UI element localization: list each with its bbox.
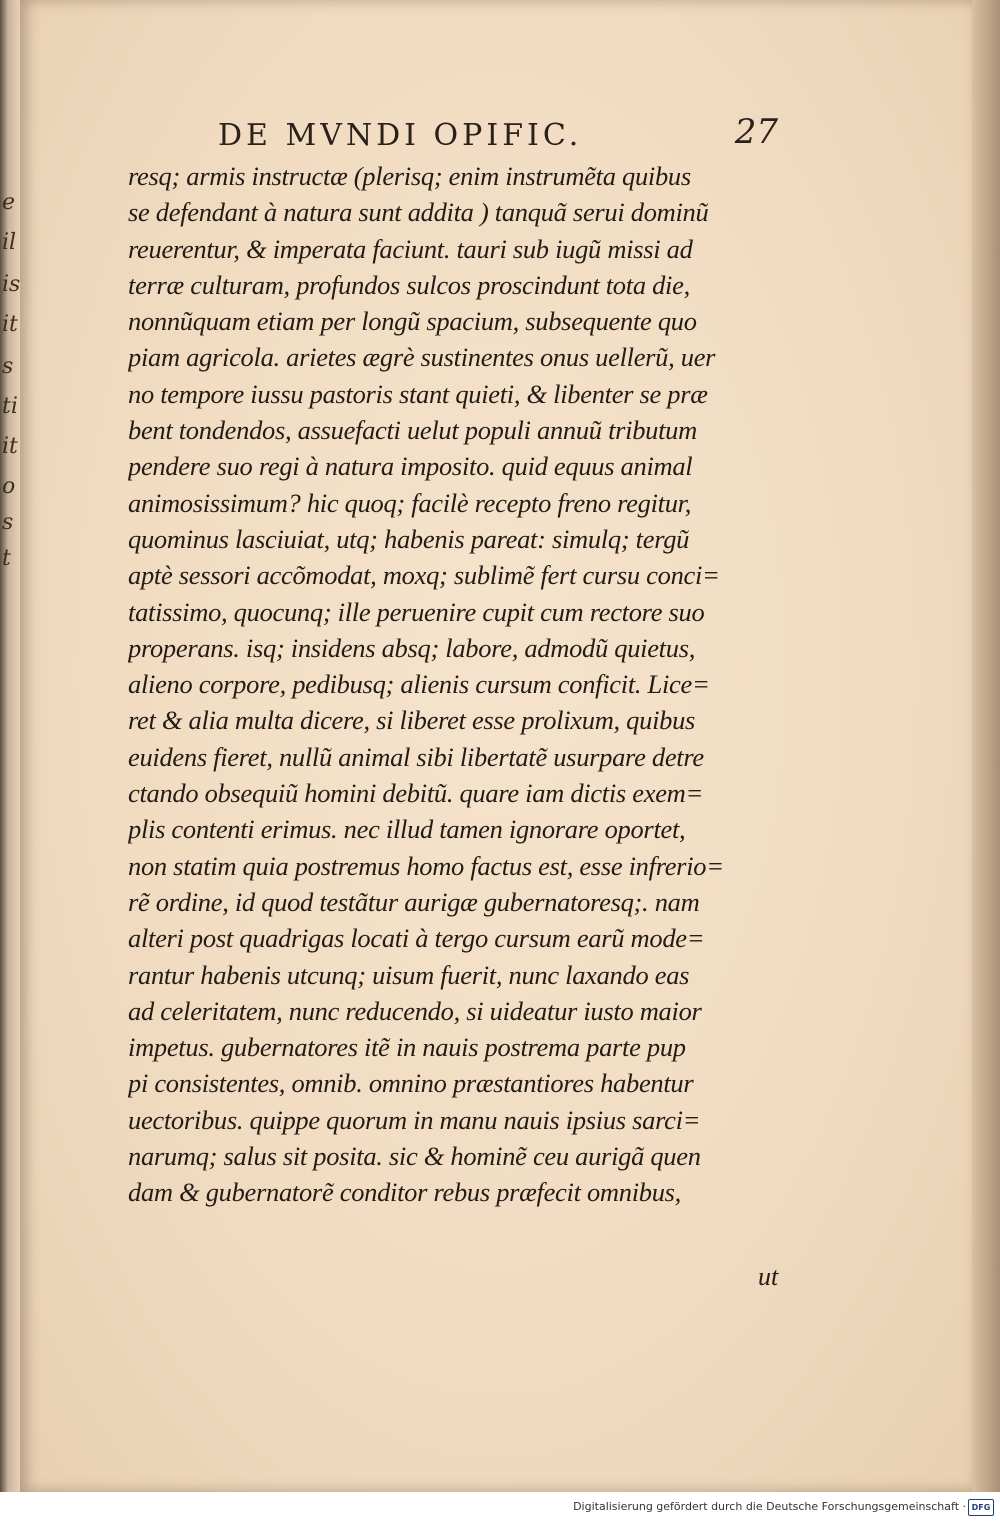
page-fore-edge	[972, 0, 1000, 1492]
text-line: quominus lasciuiat, utq; habenis pareat: simulq; tergũ	[128, 523, 690, 554]
page-number: 27	[734, 112, 778, 152]
text-line: impetus. gubernatores itẽ in nauis postrema parte pup	[128, 1032, 686, 1063]
text-line: properans. isq; insidens absq; labore, admodũ quietus,	[128, 632, 696, 663]
text-line: pi consistentes, omnib. omnino præstantiores habentur	[128, 1068, 694, 1099]
page-header	[218, 112, 778, 156]
dfg-logo: DFG	[968, 1499, 994, 1516]
text-line: piam agricola. arietes ægrè sustinentes onus uellerũ, uer	[128, 342, 716, 373]
text-line: uectoribus. quippe quorum in manu nauis ipsius sarci=	[128, 1104, 701, 1135]
text-line: alteri post quadrigas locati à tergo cursum earũ mode=	[128, 923, 705, 954]
book-page	[20, 0, 972, 1492]
text-line: bent tondendos, assuefacti uelut populi annuũ tributum	[128, 415, 697, 446]
text-line: ret & alia multa dicere, si liberet esse prolixum, quibus	[128, 705, 696, 736]
running-title: DE MVNDI OPIFIC.	[218, 118, 583, 153]
text-line: euidens fieret, nullũ animal sibi libertatẽ usurpare detre	[128, 741, 704, 772]
text-line: non statim quia postremus homo factus est, esse infrerio=	[128, 850, 724, 881]
body-text	[128, 158, 788, 1211]
text-line: dam & gubernatorẽ conditor rebus præfecit omnibus,	[128, 1177, 682, 1208]
text-line: narumq; salus sit posita. sic & hominẽ ceu aurigã quen	[128, 1141, 701, 1172]
text-line: ad celeritatem, nunc reducendo, si uideatur iusto maior	[128, 995, 702, 1026]
text-line: terræ culturam, profundos sulcos proscindunt tota die,	[128, 269, 690, 300]
funding-credit: Digitalisierung gefördert durch die Deutsche Forschungsgemeinschaft ·	[573, 1500, 966, 1513]
digitization-footer	[0, 1492, 1000, 1523]
text-line: pendere suo regi à natura imposito. quid equus animal	[128, 451, 693, 482]
text-line: aptè sessori accõmodat, moxq; sublimẽ fert cursu conci=	[128, 560, 720, 591]
text-line: rantur habenis utcunq; uisum fuerit, nunc laxando eas	[128, 959, 690, 990]
catchword: ut	[758, 1262, 779, 1291]
text-line: ctando obsequiũ homini debitũ. quare iam dictis exem=	[128, 778, 704, 809]
text-line: reuerentur, & imperata faciunt. tauri sub iugũ missi ad	[128, 233, 693, 264]
text-line: rẽ ordine, id quod testãtur aurigæ gubernatoresq;. nam	[128, 886, 700, 917]
previous-page-edge: e il is it s ti it o s t	[2, 190, 21, 571]
text-line: animosissimum? hic quoq; facilè recepto freno regitur,	[128, 487, 692, 518]
text-line: no tempore iussu pastoris stant quieti, & libenter se præ	[128, 378, 708, 409]
text-line: resq; armis instructæ (plerisq; enim instrumẽta quibus	[128, 161, 691, 191]
text-line: se defendant à natura sunt addita ) tanquã serui dominũ	[128, 197, 709, 228]
text-line: alieno corpore, pedibusq; alienis cursum conficit. Lice=	[128, 669, 710, 700]
text-line: nonnũquam etiam per longũ spacium, subsequente quo	[128, 306, 697, 337]
text-line: tatissimo, quocunq; ille peruenire cupit cum rectore suo	[128, 596, 705, 627]
text-line: plis contenti erimus. nec illud tamen ignorare oportet,	[128, 814, 686, 845]
